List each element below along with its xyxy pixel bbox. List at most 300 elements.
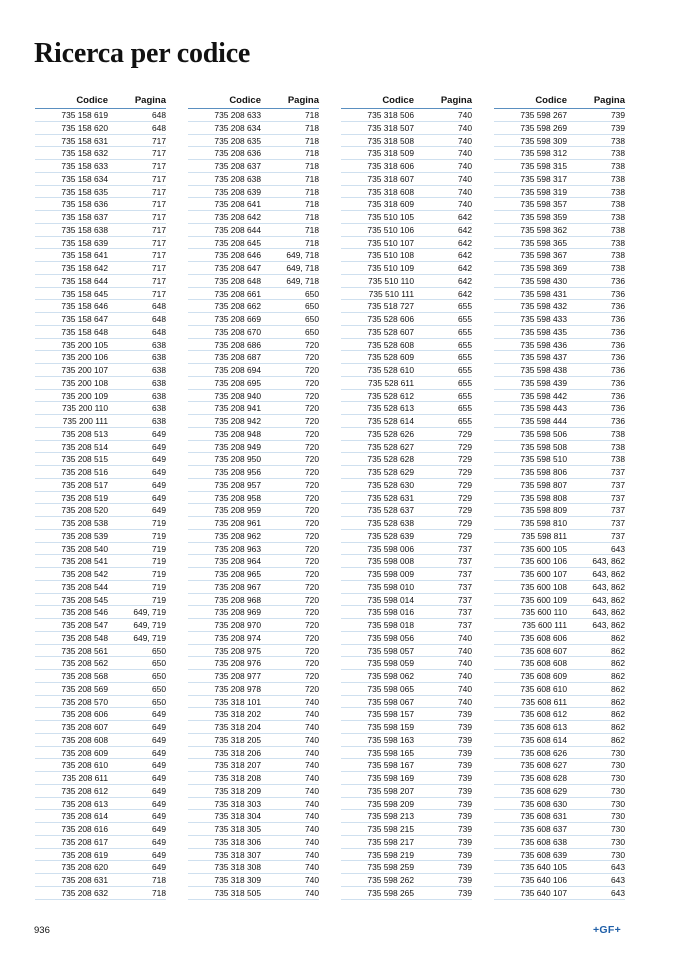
page-cell: 649 <box>152 824 166 834</box>
code-cell: 735 598 367 <box>520 250 567 261</box>
page-cell: 648 <box>152 110 166 120</box>
code-cell: 735 598 359 <box>520 212 567 222</box>
table-row <box>494 836 625 849</box>
page-cell: 738 <box>611 212 625 222</box>
page-cell: 730 <box>611 849 625 860</box>
page-cell: 718 <box>305 237 319 248</box>
table-row <box>188 849 319 862</box>
table-row <box>494 237 625 250</box>
code-cell: 735 598 309 <box>520 135 567 146</box>
table-row <box>188 441 319 454</box>
page-cell: 740 <box>458 658 472 669</box>
code-cell: 735 318 506 <box>367 110 414 120</box>
table-row <box>341 160 472 173</box>
table-row <box>341 300 472 313</box>
table-row <box>341 849 472 862</box>
code-cell: 735 208 608 <box>61 734 108 745</box>
page-cell: 718 <box>305 161 319 171</box>
code-cell: 735 208 611 <box>62 773 108 783</box>
code-cell: 735 608 607 <box>520 645 567 656</box>
code-cell: 735 600 107 <box>520 569 567 579</box>
page-cell: 739 <box>458 747 472 758</box>
table-row <box>494 543 625 556</box>
page-cell: 736 <box>611 352 625 363</box>
code-cell: 735 208 965 <box>214 569 261 579</box>
table-row <box>341 147 472 160</box>
code-cell: 735 598 438 <box>520 365 567 375</box>
page-cell: 643, 862 <box>592 620 625 630</box>
code-cell: 735 208 547 <box>61 620 108 630</box>
code-cell: 735 208 964 <box>214 556 261 567</box>
page-cell: 719 <box>152 530 166 541</box>
code-cell: 735 528 612 <box>367 390 414 401</box>
table-row <box>188 390 319 403</box>
page-cell: 730 <box>611 811 625 822</box>
page-cell: 720 <box>305 479 319 490</box>
page-cell: 717 <box>152 148 166 159</box>
header-code: Codice <box>229 95 261 106</box>
code-cell: 735 600 106 <box>520 556 567 567</box>
code-cell: 735 318 303 <box>214 798 261 809</box>
code-cell: 735 598 267 <box>520 110 567 120</box>
table-row <box>35 492 166 505</box>
page-cell: 648 <box>152 314 166 324</box>
code-cell: 735 528 613 <box>367 403 414 414</box>
code-cell: 735 208 687 <box>214 352 261 363</box>
page-cell: 638 <box>152 390 166 401</box>
page-cell: 649 <box>152 492 166 503</box>
code-cell: 735 208 686 <box>214 339 261 350</box>
code-cell: 735 598 213 <box>367 811 414 822</box>
code-cell: 735 200 105 <box>61 339 108 350</box>
table-row <box>341 109 472 122</box>
code-cell: 735 208 974 <box>214 632 261 643</box>
code-cell: 735 208 541 <box>61 556 108 567</box>
page-cell: 649 <box>152 773 166 783</box>
page-cell: 720 <box>305 467 319 477</box>
code-cell: 735 208 968 <box>214 594 261 605</box>
code-cell: 735 318 505 <box>214 887 261 898</box>
page-cell: 740 <box>458 199 472 210</box>
page-cell: 720 <box>305 403 319 414</box>
page-cell: 643, 862 <box>592 556 625 567</box>
code-cell: 735 208 632 <box>61 887 108 898</box>
page-cell: 729 <box>458 518 472 528</box>
code-cell: 735 510 108 <box>367 250 414 261</box>
code-cell: 735 598 006 <box>367 543 414 554</box>
page-cell: 720 <box>305 556 319 567</box>
table-row <box>341 543 472 556</box>
code-cell: 735 600 108 <box>520 581 567 592</box>
page-cell: 649 <box>152 798 166 809</box>
code-cell: 735 318 209 <box>214 785 261 796</box>
code-cell: 735 598 444 <box>520 416 567 426</box>
page-cell: 649 <box>152 505 166 516</box>
table-row <box>188 313 319 326</box>
code-cell: 735 208 610 <box>61 760 108 771</box>
table-row <box>494 326 625 339</box>
table-row <box>494 249 625 262</box>
code-cell: 735 208 970 <box>214 620 261 630</box>
code-cell: 735 598 436 <box>520 339 567 350</box>
code-cell: 735 598 808 <box>520 492 567 503</box>
table-row <box>341 364 472 377</box>
page-cell: 719 <box>152 556 166 567</box>
page-cell: 738 <box>611 454 625 465</box>
table-row <box>341 632 472 645</box>
page-cell: 642 <box>458 250 472 261</box>
page-cell: 862 <box>611 696 625 707</box>
code-cell: 735 528 628 <box>367 454 414 465</box>
page-cell: 650 <box>305 326 319 337</box>
page-cell: 649 <box>152 454 166 465</box>
code-cell: 735 208 606 <box>61 709 108 720</box>
page-cell: 720 <box>305 671 319 681</box>
page-cell: 648 <box>152 326 166 337</box>
page-cell: 720 <box>305 607 319 618</box>
page-cell: 655 <box>458 301 472 312</box>
code-cell: 735 598 809 <box>520 505 567 516</box>
page-cell: 862 <box>611 683 625 694</box>
table-row <box>188 300 319 313</box>
table-row <box>494 262 625 275</box>
page-cell: 650 <box>152 696 166 707</box>
code-cell: 735 158 636 <box>61 199 108 210</box>
code-cell: 735 208 940 <box>214 390 261 401</box>
table-row <box>35 734 166 747</box>
index-column-4 <box>494 95 625 900</box>
code-cell: 735 318 606 <box>367 161 414 171</box>
table-row <box>35 785 166 798</box>
table-row <box>188 517 319 530</box>
page-cell: 862 <box>611 645 625 656</box>
page-cell: 638 <box>152 416 166 426</box>
page-cell: 649 <box>152 747 166 758</box>
page-cell: 718 <box>305 148 319 159</box>
table-row <box>188 747 319 760</box>
page-cell: 740 <box>458 632 472 643</box>
table-row <box>494 861 625 874</box>
page-cell: 720 <box>305 594 319 605</box>
page-cell: 738 <box>611 186 625 197</box>
page-cell: 720 <box>305 581 319 592</box>
code-cell: 735 598 810 <box>520 518 567 528</box>
table-row <box>188 568 319 581</box>
code-cell: 735 158 641 <box>61 250 108 261</box>
code-cell: 735 208 963 <box>214 543 261 554</box>
page-cell: 736 <box>611 314 625 324</box>
table-row <box>188 198 319 211</box>
table-row <box>188 645 319 658</box>
table-row <box>341 288 472 301</box>
code-cell: 735 208 568 <box>61 671 108 681</box>
table-row <box>494 351 625 364</box>
header-page: Pagina <box>593 95 625 106</box>
table-row <box>35 300 166 313</box>
code-cell: 735 598 435 <box>520 326 567 337</box>
table-row <box>35 708 166 721</box>
page-cell: 740 <box>458 645 472 656</box>
code-cell: 735 598 167 <box>367 760 414 771</box>
table-row <box>494 211 625 224</box>
table-row <box>188 504 319 517</box>
table-row <box>494 772 625 785</box>
code-cell: 735 208 695 <box>214 377 261 388</box>
code-cell: 735 208 514 <box>61 441 108 452</box>
page-cell: 737 <box>458 569 472 579</box>
code-cell: 735 208 975 <box>214 645 261 656</box>
page-cell: 720 <box>305 492 319 503</box>
column-header <box>341 95 472 109</box>
page-cell: 720 <box>305 632 319 643</box>
page-cell: 720 <box>305 505 319 516</box>
page-cell: 737 <box>611 530 625 541</box>
table-row <box>341 683 472 696</box>
table-row <box>35 262 166 275</box>
page-cell: 739 <box>458 798 472 809</box>
code-cell: 735 208 962 <box>214 530 261 541</box>
page-cell: 719 <box>152 518 166 528</box>
page-cell: 720 <box>305 352 319 363</box>
table-row <box>188 339 319 352</box>
table-row <box>188 606 319 619</box>
page-cell: 740 <box>458 135 472 146</box>
code-cell: 735 318 206 <box>214 747 261 758</box>
code-cell: 735 208 645 <box>214 237 261 248</box>
table-row <box>341 696 472 709</box>
code-cell: 735 208 637 <box>214 161 261 171</box>
code-cell: 735 158 635 <box>61 186 108 197</box>
code-cell: 735 318 304 <box>214 811 261 822</box>
page-cell: 740 <box>305 722 319 732</box>
table-row <box>188 619 319 632</box>
code-cell: 735 318 306 <box>214 836 261 847</box>
page-cell: 736 <box>611 275 625 286</box>
code-cell: 735 608 613 <box>520 722 567 732</box>
code-cell: 735 598 442 <box>520 390 567 401</box>
table-row <box>341 377 472 390</box>
code-cell: 735 208 636 <box>214 148 261 159</box>
table-row <box>494 415 625 428</box>
page-cell: 740 <box>305 709 319 720</box>
code-cell: 735 208 646 <box>214 250 261 261</box>
page-cell: 738 <box>611 199 625 210</box>
page-cell: 740 <box>305 760 319 771</box>
code-cell: 735 208 538 <box>61 518 108 528</box>
column-header <box>188 95 319 109</box>
code-cell: 735 598 319 <box>520 186 567 197</box>
table-row <box>188 237 319 250</box>
page-cell: 717 <box>152 224 166 235</box>
page-cell: 720 <box>305 518 319 528</box>
code-cell: 735 208 694 <box>214 365 261 375</box>
table-row <box>494 568 625 581</box>
table-row <box>35 479 166 492</box>
code-cell: 735 640 105 <box>520 862 567 873</box>
page-cell: 730 <box>611 773 625 783</box>
code-cell: 735 208 961 <box>214 518 261 528</box>
code-cell: 735 528 631 <box>367 492 414 503</box>
page-cell: 736 <box>611 288 625 299</box>
table-row <box>188 288 319 301</box>
table-row <box>341 351 472 364</box>
code-cell: 735 200 110 <box>62 403 108 414</box>
page-cell: 650 <box>152 671 166 681</box>
page-cell: 655 <box>458 365 472 375</box>
page-cell: 717 <box>152 212 166 222</box>
page-cell: 740 <box>305 785 319 796</box>
table-row <box>188 861 319 874</box>
code-cell: 735 208 616 <box>61 824 108 834</box>
page-number: 936 <box>34 925 50 936</box>
column-header <box>35 95 166 109</box>
table-row <box>35 861 166 874</box>
code-cell: 735 598 811 <box>521 530 567 541</box>
table-row <box>341 785 472 798</box>
table-row <box>188 555 319 568</box>
table-row <box>341 708 472 721</box>
page-cell: 655 <box>458 390 472 401</box>
code-cell: 735 598 508 <box>520 441 567 452</box>
page-cell: 720 <box>305 441 319 452</box>
code-cell: 735 208 539 <box>61 530 108 541</box>
table-row <box>188 453 319 466</box>
code-cell: 735 318 309 <box>214 875 261 885</box>
page-cell: 740 <box>458 122 472 133</box>
table-row <box>341 135 472 148</box>
code-cell: 735 158 642 <box>61 263 108 273</box>
table-row <box>341 466 472 479</box>
table-row <box>341 606 472 619</box>
page-cell: 720 <box>305 454 319 465</box>
table-row <box>188 836 319 849</box>
table-row <box>35 849 166 862</box>
page-cell: 739 <box>458 709 472 720</box>
page-cell: 717 <box>152 237 166 248</box>
table-row <box>35 874 166 887</box>
table-row <box>341 734 472 747</box>
code-cell: 735 598 165 <box>367 747 414 758</box>
code-cell: 735 208 661 <box>214 288 261 299</box>
page-cell: 717 <box>152 186 166 197</box>
page-cell: 740 <box>305 875 319 885</box>
page-cell: 649, 718 <box>286 263 319 273</box>
code-cell: 735 208 967 <box>214 581 261 592</box>
table-row <box>494 632 625 645</box>
page-title: Ricerca per codice <box>34 38 251 69</box>
code-cell: 735 598 357 <box>520 199 567 210</box>
code-cell: 735 598 262 <box>367 875 414 885</box>
page-cell: 730 <box>611 836 625 847</box>
table-row <box>341 479 472 492</box>
table-row <box>35 823 166 836</box>
table-row <box>341 772 472 785</box>
code-cell: 735 598 065 <box>367 683 414 694</box>
table-row <box>188 810 319 823</box>
code-cell: 735 208 639 <box>214 186 261 197</box>
page-cell: 740 <box>458 683 472 694</box>
code-cell: 735 200 107 <box>61 365 108 375</box>
code-cell: 735 528 606 <box>367 314 414 324</box>
table-row <box>188 759 319 772</box>
page-cell: 650 <box>305 301 319 312</box>
code-cell: 735 208 642 <box>214 212 261 222</box>
code-cell: 735 208 613 <box>61 798 108 809</box>
page-cell: 740 <box>305 836 319 847</box>
page-cell: 730 <box>611 747 625 758</box>
table-row <box>188 122 319 135</box>
table-row <box>188 415 319 428</box>
page-cell: 740 <box>305 824 319 834</box>
table-row <box>494 441 625 454</box>
table-row <box>341 836 472 849</box>
code-cell: 735 598 057 <box>367 645 414 656</box>
page-cell: 717 <box>152 173 166 184</box>
code-cell: 735 208 520 <box>61 505 108 516</box>
code-cell: 735 528 638 <box>367 518 414 528</box>
code-cell: 735 598 014 <box>367 594 414 605</box>
table-row <box>494 224 625 237</box>
page-cell: 736 <box>611 390 625 401</box>
page-cell: 739 <box>458 824 472 834</box>
table-row <box>341 810 472 823</box>
table-row <box>494 377 625 390</box>
table-row <box>188 670 319 683</box>
code-cell: 735 208 942 <box>214 416 261 426</box>
page-cell: 655 <box>458 314 472 324</box>
table-row <box>494 606 625 619</box>
table-row <box>341 504 472 517</box>
page-cell: 737 <box>611 492 625 503</box>
code-cell: 735 528 610 <box>367 365 414 375</box>
table-row <box>341 555 472 568</box>
code-cell: 735 598 317 <box>520 173 567 184</box>
code-cell: 735 640 106 <box>520 875 567 885</box>
code-cell: 735 598 219 <box>367 849 414 860</box>
table-row <box>494 504 625 517</box>
page-cell: 862 <box>611 632 625 643</box>
page-cell: 740 <box>305 811 319 822</box>
table-row <box>494 874 625 887</box>
page-cell: 649 <box>152 811 166 822</box>
page-cell: 718 <box>305 173 319 184</box>
code-cell: 735 318 305 <box>214 824 261 834</box>
page-cell: 650 <box>152 683 166 694</box>
table-row <box>35 135 166 148</box>
code-cell: 735 208 620 <box>61 862 108 873</box>
page-cell: 643, 862 <box>592 594 625 605</box>
page-cell: 718 <box>305 224 319 235</box>
code-cell: 735 528 626 <box>367 428 414 439</box>
code-cell: 735 528 639 <box>367 530 414 541</box>
code-cell: 735 318 607 <box>367 173 414 184</box>
code-cell: 735 510 111 <box>368 288 414 299</box>
page-cell: 729 <box>458 492 472 503</box>
table-row <box>341 339 472 352</box>
code-cell: 735 608 609 <box>520 671 567 681</box>
page-cell: 720 <box>305 543 319 554</box>
code-cell: 735 598 159 <box>367 722 414 732</box>
code-cell: 735 528 611 <box>368 377 414 388</box>
code-cell: 735 158 647 <box>61 314 108 324</box>
code-cell: 735 510 107 <box>367 237 414 248</box>
table-row <box>188 594 319 607</box>
table-row <box>341 224 472 237</box>
table-row <box>494 581 625 594</box>
table-row <box>341 428 472 441</box>
table-row <box>341 326 472 339</box>
table-row <box>188 351 319 364</box>
